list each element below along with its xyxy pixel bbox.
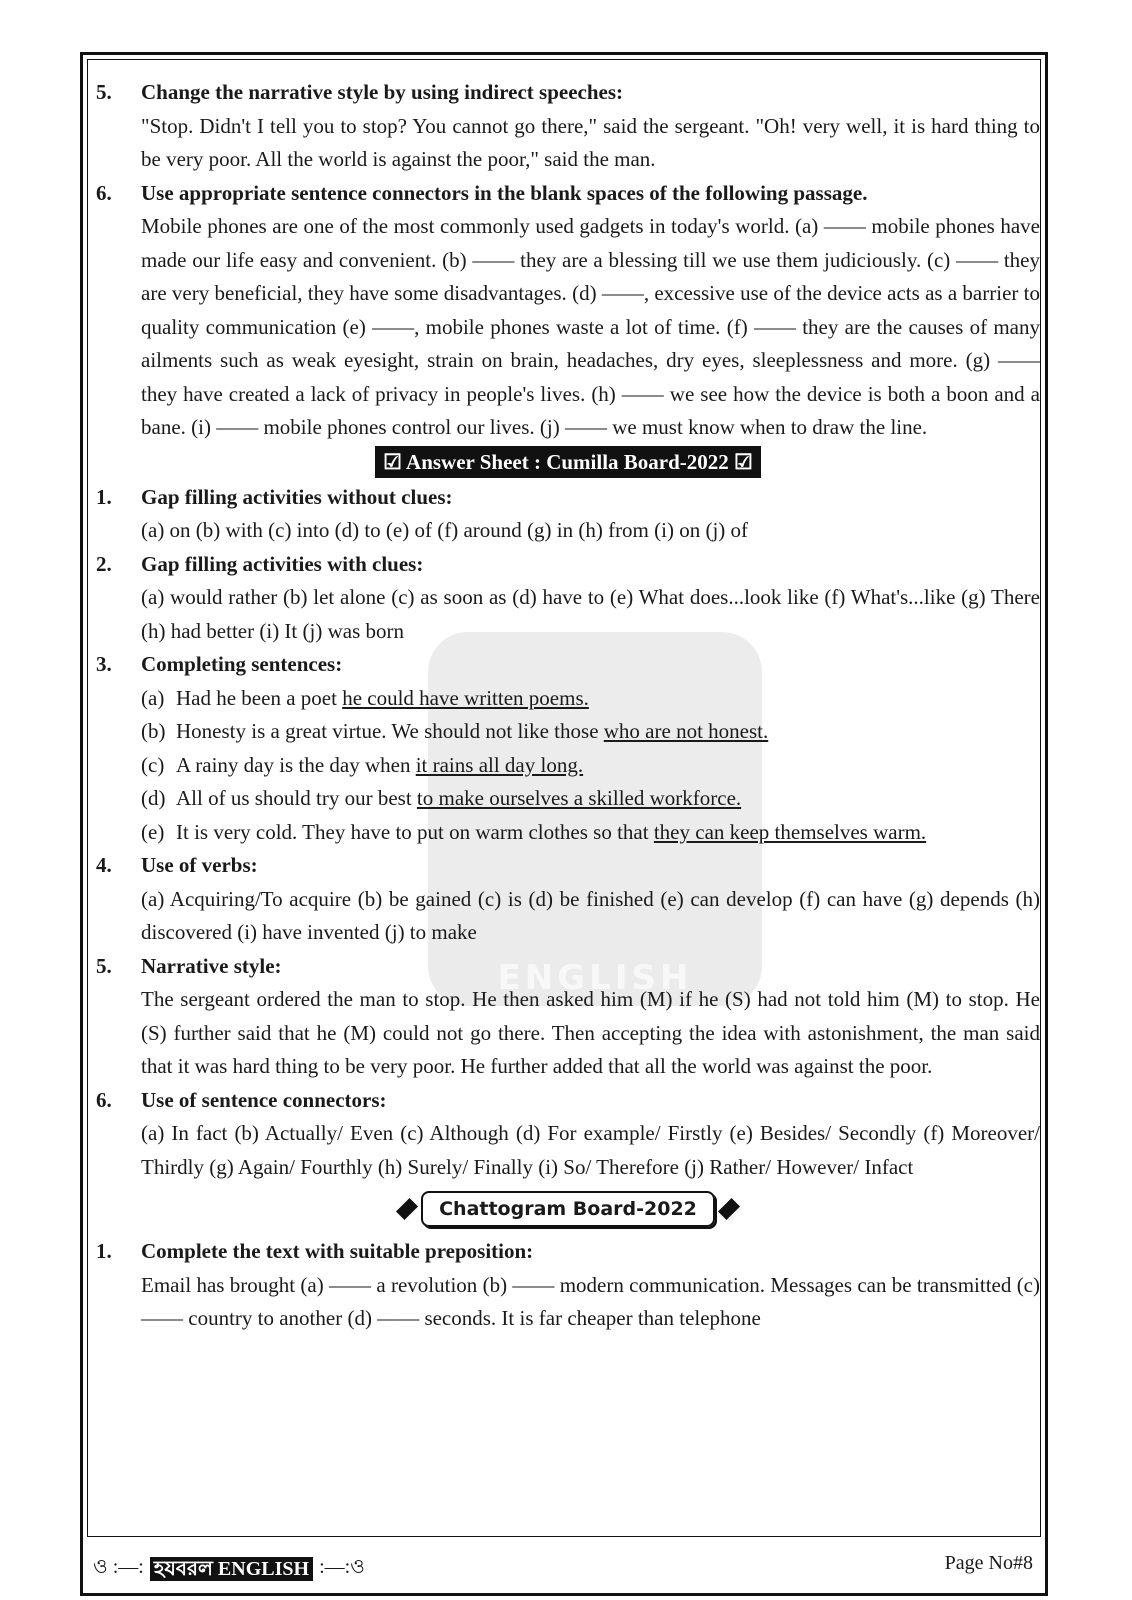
sentence-stem: A rainy day is the day when bbox=[176, 752, 416, 777]
answer-heading: Completing sentences: bbox=[141, 652, 343, 676]
answer-text: (a) would rather (b) let alone (c) as soon as (d) have to (e) What does...look like (f) What's...like (g) There (h) had better (i) It (j) was born bbox=[141, 585, 1040, 643]
answer-heading: Use of verbs: bbox=[141, 853, 258, 877]
question-number: 1. bbox=[96, 1239, 112, 1263]
answer-sheet-banner-row bbox=[96, 446, 1040, 480]
page-content bbox=[96, 76, 1040, 1336]
page-footer bbox=[89, 1540, 1039, 1586]
completed-sentence bbox=[141, 749, 1040, 783]
answer-3 bbox=[96, 648, 1040, 849]
answer-heading: Use of sentence connectors: bbox=[141, 1087, 387, 1112]
completed-sentence bbox=[141, 682, 1040, 716]
answer-text: (a) on (b) with (c) into (d) to (e) of (f) around (g) in (h) from (i) on (j) of bbox=[141, 518, 749, 542]
footer-brand-group bbox=[93, 1552, 365, 1585]
sentence-answer: it rains all day long. bbox=[415, 752, 584, 777]
sentence-stem: All of us should try our best bbox=[176, 786, 417, 810]
sentence-label: (b) bbox=[141, 719, 166, 743]
answer-4 bbox=[96, 849, 1040, 950]
question-heading: Use appropriate sentence connectors in the blank spaces of the following passage. bbox=[141, 180, 868, 205]
question-text: Email has brought (a) —— a revolution (b) —— modern communication. Messages can be transmitted (c) —— country to another (d) —— seconds. It is far cheaper than telephone bbox=[141, 1272, 1040, 1330]
question-5 bbox=[96, 76, 1040, 177]
answer-1 bbox=[96, 481, 1040, 548]
sentence-label: (e) bbox=[141, 819, 165, 844]
question-heading: Complete the text with suitable preposition: bbox=[141, 1239, 534, 1263]
answer-number: 4. bbox=[96, 853, 112, 877]
chattogram-banner-row bbox=[96, 1189, 1040, 1233]
question-number: 6. bbox=[96, 180, 112, 205]
question-text: "Stop. Didn't I tell you to stop? You cannot go there," said the sergeant. "Oh! very well, it is hard thing to be very poor. All the world is against the poor," said the man. bbox=[141, 113, 1040, 171]
answer-number: 3. bbox=[96, 652, 112, 676]
answer-heading: Gap filling activities without clues: bbox=[141, 484, 453, 509]
question-text: Mobile phones are one of the most commonly used gadgets in today's world. (a) —— mobile phones have made our life easy and convenient. (b) —— they are a blessing till we use them judiciously. (c) —— they are very beneficial, they have some disadvantages. (d) ——, excessive use of the device acts as a barrier to quality communication (e) ——, mobile phones waste a lot of time. (f) —— they are the causes of many ailments such as weak eyesight, strain on brain, headaches, dry eyes, sleeplessness and more. (g) —— they have created a lack of privacy in people's lives. (h) —— we see how the device is both a boon and a bane. (i) —— mobile phones control our lives. (j) —— we must know when to draw the line. bbox=[141, 214, 1040, 439]
completed-sentence bbox=[141, 782, 1040, 816]
sentence-stem: Honesty is a great virtue. We should not like those bbox=[176, 719, 604, 743]
answer-2 bbox=[96, 548, 1040, 649]
answer-text: (a) In fact (b) Actually/ Even (c) Although (d) For example/ Firstly (e) Besides/ Secondly (f) Moreover/ Thirdly (g) Again/ Fourthly (h) Surely/ Finally (i) So/ Therefore (j) Rather/ However/ Infact bbox=[141, 1121, 1040, 1179]
answer-number: 1. bbox=[96, 484, 112, 509]
answer-text: The sergeant ordered the man to stop. He then asked him (M) if he (S) had not told him (M) to stop. He (S) further said that he (M) could not go there. Then accepting the idea with astonishment, the man said that it was hard thing to be very poor. He further added that all the world was against the poor. bbox=[141, 987, 1040, 1078]
answer-6 bbox=[96, 1084, 1040, 1185]
sentence-label: (d) bbox=[141, 786, 166, 810]
ctg-question-1 bbox=[96, 1235, 1040, 1336]
question-6 bbox=[96, 177, 1040, 445]
question-heading: Change the narrative style by using indirect speeches: bbox=[141, 80, 624, 104]
chattogram-board-banner: Chattogram Board-2022 bbox=[421, 1191, 715, 1227]
question-number: 5. bbox=[96, 80, 112, 104]
answer-number: 6. bbox=[96, 1087, 112, 1112]
sentence-label: (c) bbox=[141, 752, 165, 777]
sentence-answer: he could have written poems. bbox=[342, 685, 589, 710]
sentence-answer: to make ourselves a skilled workforce. bbox=[416, 786, 742, 810]
footer-right-mark: :—:ও bbox=[319, 1556, 365, 1578]
sentence-label: (a) bbox=[141, 685, 165, 710]
answer-number: 5. bbox=[96, 953, 112, 978]
sentence-answer: they can keep themselves warm. bbox=[653, 819, 927, 844]
answer-sheet-banner: ☑ Answer Sheet : Cumilla Board-2022 ☑ bbox=[375, 446, 761, 478]
sentence-answer: who are not honest. bbox=[603, 719, 769, 743]
completed-sentence bbox=[141, 715, 1040, 749]
answer-text: (a) Acquiring/To acquire (b) be gained (c) is (d) be finished (e) can develop (f) can have (g) depends (h) discovered (i) have invented (j) to make bbox=[141, 886, 1040, 944]
sentence-stem: It is very cold. They have to put on warm clothes so that bbox=[176, 819, 654, 844]
footer-brand: হযবরল ENGLISH bbox=[150, 1557, 313, 1581]
page-number: Page No#8 bbox=[944, 1552, 1033, 1574]
watermark-text: ENGLISH bbox=[497, 958, 693, 998]
footer-left-mark: ও :—: bbox=[93, 1556, 144, 1578]
answer-5 bbox=[96, 950, 1040, 1084]
answer-heading: Gap filling activities with clues: bbox=[141, 551, 424, 576]
answer-number: 2. bbox=[96, 551, 112, 576]
diamond-right-icon bbox=[718, 1198, 740, 1220]
completed-sentence bbox=[141, 816, 1040, 850]
answer-heading: Narrative style: bbox=[141, 953, 282, 978]
sentence-stem: Had he been a poet bbox=[176, 685, 343, 710]
diamond-left-icon bbox=[396, 1198, 418, 1220]
